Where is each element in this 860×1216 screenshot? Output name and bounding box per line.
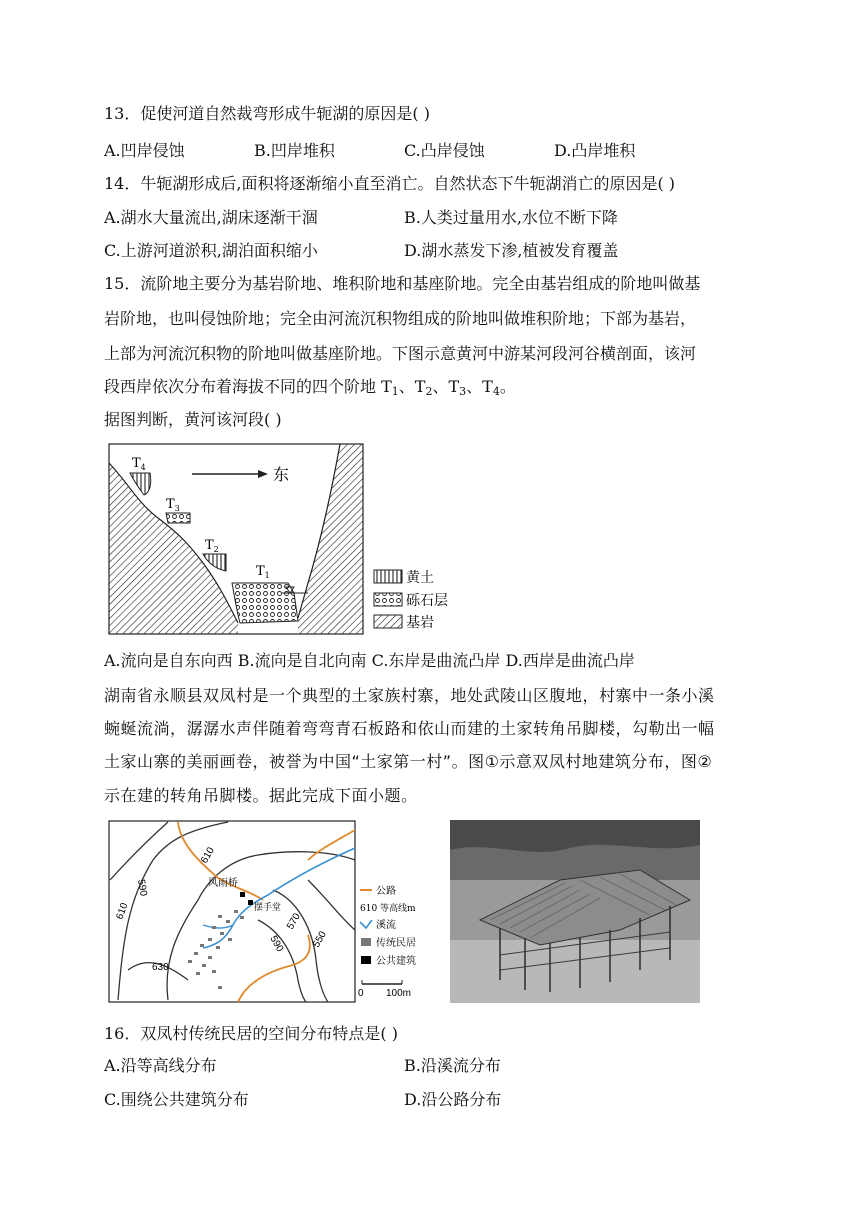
passage-line3: 土家山寨的美丽画卷，被誉为中国“土家第一村”。图①示意双凤村地建筑分布，图② — [104, 752, 713, 771]
label-t4: $T_4$ — [132, 456, 146, 472]
legend-house: 传统民居 — [376, 938, 416, 949]
terrace-t1-gravel — [232, 583, 298, 623]
svg-text:0: 0 — [358, 988, 364, 999]
svg-text:550: 550 — [311, 929, 329, 950]
svg-text:590: 590 — [135, 878, 149, 897]
svg-text:610: 610 — [199, 845, 217, 866]
q16-option-a: A.沿等高线分布 — [104, 1056, 217, 1075]
q14-stem: 14．牛轭湖形成后,面积将逐渐缩小直至消亡。自然状态下牛轭湖消亡的原因是( ) — [104, 174, 676, 193]
q15-line4: 段西岸依次分布着海拔不同的四个阶地 $T_1$、$T_2$、$T_3$、$T_4$。 — [104, 377, 516, 398]
arrow-label: 东 — [273, 465, 290, 484]
terrace-t3-gravel — [166, 513, 190, 523]
q14-option-a: A.湖水大量流出,湖床逐渐干涸 — [104, 208, 318, 227]
place-fengyuqiao: 风雨桥 — [208, 878, 238, 889]
svg-text:590: 590 — [267, 934, 286, 954]
legend-contour: 610 等高线m — [360, 904, 416, 914]
legend-public: 公共建筑 — [376, 956, 416, 967]
label-t2: $T_2$ — [205, 538, 219, 554]
q14-option-d: D.湖水蒸发下渗,植被发育覆盖 — [404, 241, 619, 260]
label-t1: $T_1$ — [256, 564, 270, 580]
legend-bedrock: 基岩 — [406, 615, 434, 631]
svg-text:570: 570 — [285, 911, 303, 932]
q15-line1: 15．流阶地主要分为基岩阶地、堆积阶地和基座阶地。完全由基岩组成的阶地叫做基 — [104, 274, 701, 293]
east-bedrock — [298, 444, 363, 634]
q13-option-c: C.凸岸侵蚀 — [404, 141, 485, 160]
legend-gravel: 砾石层 — [406, 593, 448, 609]
passage-line1: 湖南省永顺县双凤村是一个典型的土家族村寨，地处武陵山区腹地，村寨中一条小溪 — [104, 686, 715, 705]
q16-option-b: B.沿溪流分布 — [404, 1056, 501, 1075]
legend-road: 公路 — [376, 886, 396, 897]
stilted-house-photo — [450, 820, 700, 1003]
legend-stream: 溪流 — [376, 920, 396, 931]
svg-text:100m: 100m — [386, 988, 412, 999]
public-building — [240, 892, 245, 897]
legend-loess: 黄土 — [406, 570, 434, 586]
q13-option-a: A.凹岸侵蚀 — [104, 141, 185, 160]
q14-option-c: C.上游河道淤积,湖泊面积缩小 — [104, 241, 318, 260]
svg-text:610: 610 — [114, 901, 131, 922]
valley-cross-section-figure — [108, 443, 468, 637]
q13-option-d: D.凸岸堆积 — [554, 141, 636, 160]
passage-line4: 示在建的转角吊脚楼。据此完成下面小题。 — [104, 786, 418, 805]
q15-line2: 岩阶地，也叫侵蚀阶地；完全由河流沉积物组成的阶地叫做堆积阶地；下部为基岩， — [104, 309, 697, 328]
q13-option-b: B.凹岸堆积 — [254, 141, 335, 160]
place-baishoutang: 摆手堂 — [254, 902, 282, 912]
label-t3: $T_3$ — [166, 497, 180, 513]
q16-stem: 16．双凤村传统民居的空间分布特点是( ) — [104, 1024, 398, 1043]
q13-stem: 13．促使河道自然裁弯形成牛轭湖的原因是( ) — [104, 104, 430, 123]
q16-option-d: D.沿公路分布 — [404, 1090, 502, 1109]
svg-text:630: 630 — [152, 962, 169, 973]
q15-line3: 上部为河流沉积物的阶地叫做基座阶地。下图示意黄河中游某河段河谷横剖面，该河 — [104, 344, 697, 363]
q14-option-b: B.人类过量用水,水位不断下降 — [404, 208, 618, 227]
q16-option-c: C.围绕公共建筑分布 — [104, 1090, 249, 1109]
village-map-figure — [108, 820, 438, 1005]
passage-line2: 蜿蜒流淌，潺潺水声伴随着弯弯青石板路和依山而建的土家转角吊脚楼，勾勒出一幅 — [104, 719, 715, 738]
q15-line5: 据图判断，黄河该河段( ) — [104, 410, 282, 429]
q15-options: A.流向是自东向西 B.流向是自北向南 C.东岸是曲流凸岸 D.西岸是曲流凸岸 — [104, 651, 635, 670]
